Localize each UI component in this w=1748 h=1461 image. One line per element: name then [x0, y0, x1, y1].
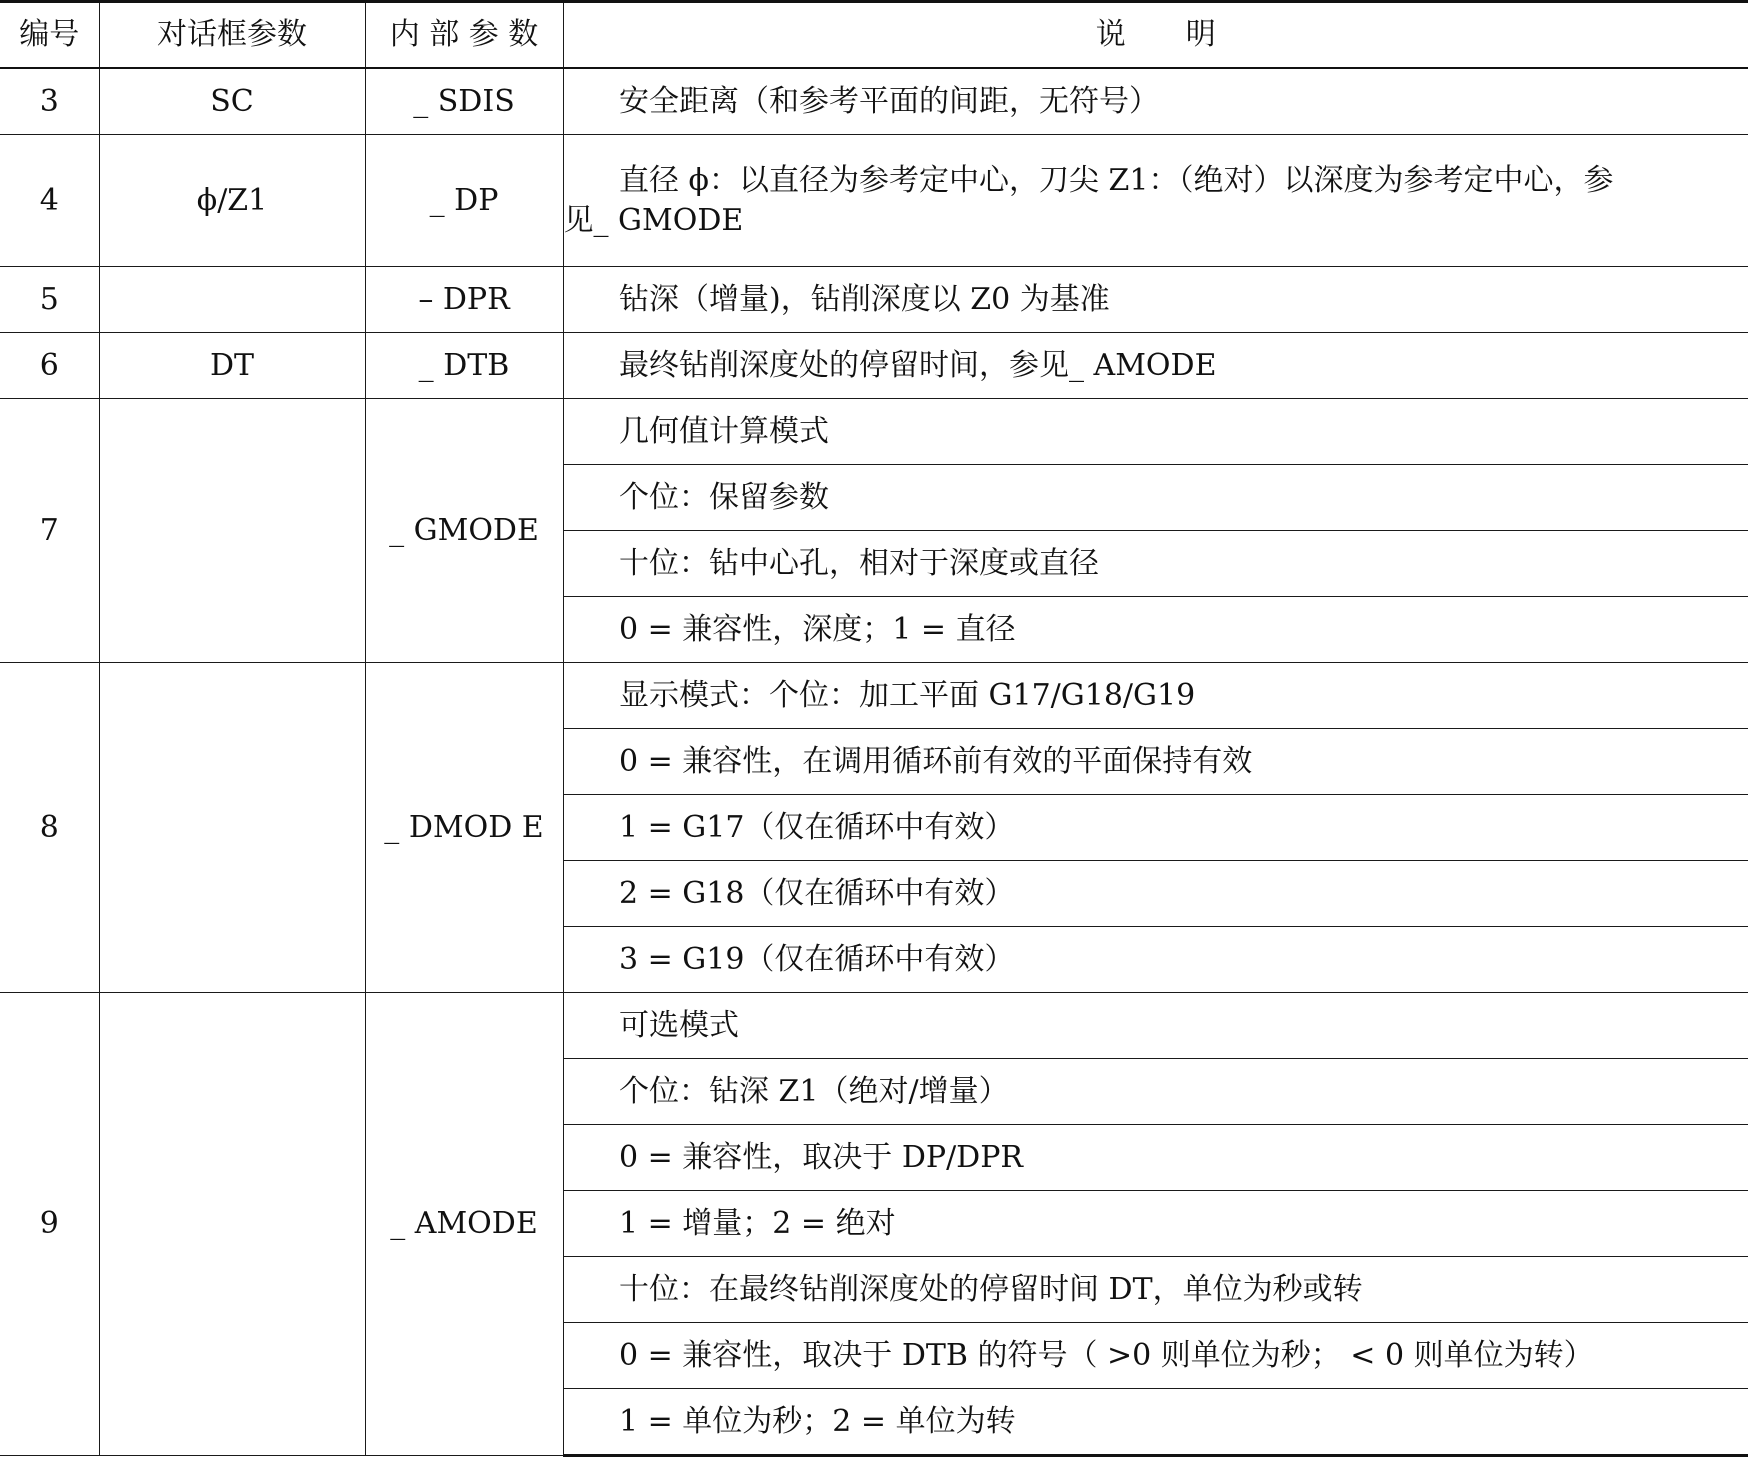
description-line: 个位：保留参数	[619, 479, 829, 515]
description	[563, 1323, 1748, 1389]
row-number: 9	[0, 993, 99, 1456]
internal-parameter: _ DMOD E	[365, 663, 563, 993]
description-line: 0 = 兼容性，在调用循环前有效的平面保持有效	[619, 743, 1253, 779]
description-line: 0 = 兼容性，深度；1 = 直径	[619, 611, 1016, 647]
description	[563, 927, 1748, 993]
internal-parameter: _ DP	[365, 135, 563, 267]
description-line: 钻深（增量)，钻削深度以 Z0 为基准	[619, 281, 1110, 317]
dialog-parameter	[99, 267, 365, 333]
dialog-parameter	[99, 993, 365, 1456]
description-line: 显示模式：个位：加工平面 G17/G18/G19	[619, 677, 1196, 713]
description	[563, 795, 1748, 861]
description-line: 十位：在最终钻削深度处的停留时间 DT，单位为秒或转	[619, 1271, 1363, 1307]
description	[563, 333, 1748, 399]
description-line: 0 = 兼容性，取决于 DP/DPR	[619, 1139, 1024, 1175]
description-line: 可选模式	[619, 1007, 739, 1043]
description	[563, 597, 1748, 663]
row-number: 5	[0, 267, 99, 333]
header-description: 说 明	[563, 2, 1748, 69]
internal-parameter: – DPR	[365, 267, 563, 333]
header-number: 编号	[0, 2, 99, 69]
table-row	[0, 267, 1748, 333]
description-line: 1 = G17（仅在循环中有效）	[619, 809, 1015, 845]
header-dialog-parameter: 对话框参数	[99, 2, 365, 69]
internal-parameter: _ AMODE	[365, 993, 563, 1456]
description	[563, 729, 1748, 795]
dialog-parameter: DT	[99, 333, 365, 399]
description-line: 十位：钻中心孔，相对于深度或直径	[619, 545, 1099, 581]
internal-parameter: _ SDIS	[365, 68, 563, 135]
description-line: 几何值计算模式	[619, 413, 829, 449]
description-line: 个位：钻深 Z1（绝对/增量）	[619, 1073, 1009, 1109]
description-line: 0 = 兼容性，取决于 DTB 的符号（ >0 则单位为秒； < 0 则单位为转）	[619, 1337, 1594, 1373]
table-row	[0, 333, 1748, 399]
description	[563, 1059, 1748, 1125]
internal-parameter: _ DTB	[365, 333, 563, 399]
description-line: 1 = 增量；2 = 绝对	[619, 1205, 896, 1241]
description-line: 最终钻削深度处的停留时间，参见_ AMODE	[619, 347, 1217, 383]
description-line: 安全距离（和参考平面的间距，无符号）	[619, 83, 1159, 119]
description	[563, 135, 1748, 267]
row-number: 6	[0, 333, 99, 399]
description-line: 直径 ϕ：以直径为参考定中心，刀尖 Z1：（绝对）以深度为参考定中心，参	[619, 162, 1614, 198]
dialog-parameter: SC	[99, 68, 365, 135]
description	[563, 267, 1748, 333]
row-number: 4	[0, 135, 99, 267]
description	[563, 399, 1748, 465]
description	[563, 1191, 1748, 1257]
description	[563, 465, 1748, 531]
description	[563, 861, 1748, 927]
table-row	[0, 663, 1748, 729]
description	[563, 68, 1748, 135]
description-line: 3 = G19（仅在循环中有效）	[619, 941, 1015, 977]
description	[563, 663, 1748, 729]
table-row	[0, 135, 1748, 267]
description-line: 1 = 单位为秒；2 = 单位为转	[619, 1403, 1016, 1439]
table-header-row	[0, 2, 1748, 69]
header-internal-parameter: 内 部 参 数	[365, 2, 563, 69]
description-line: 2 = G18（仅在循环中有效）	[619, 875, 1015, 911]
dialog-parameter: ϕ/Z1	[99, 135, 365, 267]
description	[563, 1389, 1748, 1456]
description-line: 见_ GMODE	[563, 202, 744, 238]
description	[563, 531, 1748, 597]
description	[563, 993, 1748, 1059]
dialog-parameter	[99, 399, 365, 663]
internal-parameter: _ GMODE	[365, 399, 563, 663]
row-number: 3	[0, 68, 99, 135]
table-row	[0, 399, 1748, 465]
table-row	[0, 68, 1748, 135]
table-row	[0, 993, 1748, 1059]
dialog-parameter	[99, 663, 365, 993]
description	[563, 1125, 1748, 1191]
row-number: 8	[0, 663, 99, 993]
description	[563, 1257, 1748, 1323]
row-number: 7	[0, 399, 99, 663]
